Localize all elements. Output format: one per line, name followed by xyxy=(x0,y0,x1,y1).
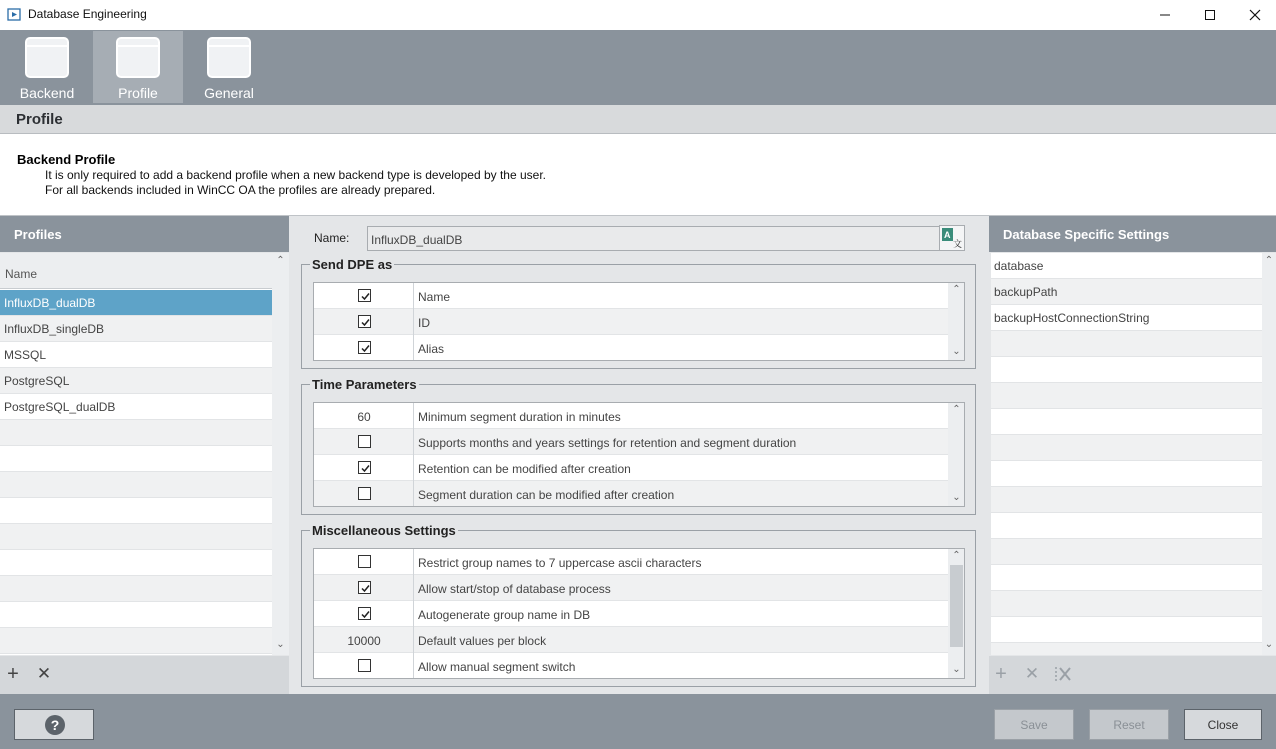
empty-row xyxy=(991,409,1262,435)
alias-checkbox[interactable] xyxy=(358,341,371,354)
empty-row xyxy=(0,576,272,602)
empty-row xyxy=(0,550,272,576)
db-settings-scrollbar[interactable] xyxy=(1262,253,1276,655)
send-dpe-group xyxy=(301,257,976,369)
db-settings-header xyxy=(989,216,1276,252)
table-row[interactable] xyxy=(314,283,949,309)
row-label: Autogenerate group name in DB xyxy=(418,608,591,622)
table-row[interactable] xyxy=(314,575,949,601)
profile-row[interactable] xyxy=(0,316,272,342)
delete-setting-icon[interactable]: ✕ xyxy=(1024,664,1040,683)
misc-settings-table xyxy=(313,548,965,679)
supports-months-checkbox[interactable] xyxy=(358,435,371,448)
info-title: Backend Profile xyxy=(17,152,116,167)
delete-profile-icon[interactable]: ✕ xyxy=(36,664,52,683)
row-label: Retention can be modified after creation xyxy=(418,462,631,476)
maximize-icon[interactable] xyxy=(1187,0,1233,30)
id-checkbox[interactable] xyxy=(358,315,371,328)
table-row[interactable] xyxy=(314,653,949,679)
profile-details-panel xyxy=(289,216,989,694)
allow-start-stop-checkbox[interactable] xyxy=(358,581,371,594)
empty-row xyxy=(991,487,1262,513)
setting-name: backupPath xyxy=(994,285,1058,299)
profile-name: PostgreSQL xyxy=(4,374,70,388)
row-label: Restrict group names to 7 uppercase ascii characters xyxy=(418,556,702,570)
empty-row xyxy=(991,357,1262,383)
setting-name: database xyxy=(994,259,1044,273)
row-label: Allow manual segment switch xyxy=(418,660,576,674)
svg-text:文: 文 xyxy=(953,239,963,249)
send-dpe-scrollbar[interactable] xyxy=(948,283,965,361)
tab-profile-label: Profile xyxy=(118,85,158,101)
empty-row xyxy=(991,539,1262,565)
db-settings-table xyxy=(991,253,1262,655)
profile-name: InfluxDB_singleDB xyxy=(4,322,105,336)
window-titlebar xyxy=(0,0,1276,30)
time-parameters-scrollbar[interactable] xyxy=(948,403,965,507)
table-row[interactable] xyxy=(314,601,949,627)
bottom-bar xyxy=(0,694,1276,749)
scroll-down-icon[interactable]: ⌄ xyxy=(952,346,961,357)
table-row[interactable] xyxy=(314,549,949,575)
scroll-up-icon[interactable]: ⌃ xyxy=(952,404,961,415)
translate-icon[interactable] xyxy=(939,225,965,251)
scroll-down-icon[interactable]: ⌄ xyxy=(1264,639,1274,650)
tab-backend[interactable] xyxy=(2,31,92,103)
empty-row xyxy=(991,617,1262,643)
default-values-per-block-value[interactable]: 10000 xyxy=(347,634,381,648)
setting-row[interactable] xyxy=(991,279,1262,305)
misc-settings-title: Miscellaneous Settings xyxy=(312,523,456,538)
profile-row[interactable] xyxy=(0,342,272,368)
db-settings-footer xyxy=(989,656,1276,694)
table-row[interactable] xyxy=(314,403,949,429)
page-header xyxy=(0,105,1276,134)
close-button[interactable] xyxy=(1184,709,1262,740)
scroll-down-icon[interactable]: ⌄ xyxy=(952,492,961,503)
close-icon[interactable] xyxy=(1232,0,1276,30)
save-button[interactable] xyxy=(994,709,1074,740)
time-parameters-table xyxy=(313,402,965,507)
db-settings-title: Database Specific Settings xyxy=(1003,227,1170,242)
window-title: Database Engineering xyxy=(28,7,147,21)
empty-row xyxy=(991,331,1262,357)
empty-row xyxy=(0,472,272,498)
profile-name-value: InfluxDB_dualDB xyxy=(371,233,463,247)
empty-row xyxy=(991,513,1262,539)
empty-row xyxy=(0,524,272,550)
scroll-up-icon[interactable]: ⌃ xyxy=(952,550,961,561)
page-title: Profile xyxy=(16,111,63,128)
window-icon xyxy=(25,37,69,78)
add-profile-icon[interactable]: + xyxy=(7,663,19,685)
save-label: Save xyxy=(1020,718,1048,732)
profiles-header xyxy=(0,216,289,252)
manual-segment-switch-checkbox[interactable] xyxy=(358,659,371,672)
time-parameters-group xyxy=(301,377,976,515)
empty-row xyxy=(0,602,272,628)
profile-name: InfluxDB_dualDB xyxy=(4,296,96,310)
setting-row[interactable] xyxy=(991,253,1262,279)
empty-row xyxy=(991,643,1262,655)
scroll-thumb[interactable] xyxy=(950,565,963,647)
table-row[interactable] xyxy=(314,481,949,507)
send-dpe-title: Send DPE as xyxy=(312,257,393,272)
empty-row xyxy=(991,591,1262,617)
table-row[interactable] xyxy=(314,455,949,481)
retention-modifiable-checkbox[interactable] xyxy=(358,461,371,474)
profiles-column-header[interactable] xyxy=(0,253,272,289)
table-row[interactable] xyxy=(314,429,949,455)
window-icon xyxy=(207,37,251,78)
info-line-2: For all backends included in WinCC OA the profiles are already prepared. xyxy=(45,183,436,197)
setting-name: backupHostConnectionString xyxy=(994,311,1150,325)
autogenerate-group-checkbox[interactable] xyxy=(358,607,371,620)
clear-settings-icon[interactable] xyxy=(1053,664,1073,684)
add-setting-icon[interactable]: + xyxy=(995,663,1007,685)
empty-row xyxy=(0,498,272,524)
column-name-label: Name xyxy=(5,267,38,281)
row-label: Allow start/stop of database process xyxy=(418,582,611,596)
profile-name: PostgreSQL_dualDB xyxy=(4,400,116,414)
table-row[interactable] xyxy=(314,309,949,335)
empty-row xyxy=(0,628,272,654)
app-icon xyxy=(7,7,22,22)
empty-row xyxy=(991,461,1262,487)
tab-general[interactable] xyxy=(184,31,274,103)
misc-settings-group xyxy=(301,523,976,687)
info-block xyxy=(0,134,1276,216)
row-label: Name xyxy=(418,290,451,304)
help-icon xyxy=(44,714,66,736)
row-label: Default values per block xyxy=(418,634,547,648)
tab-general-label: General xyxy=(204,85,254,101)
empty-row xyxy=(991,565,1262,591)
profiles-title: Profiles xyxy=(14,227,62,242)
row-label: Minimum segment duration in minutes xyxy=(418,410,621,424)
minimize-icon[interactable] xyxy=(1142,0,1188,30)
profile-row[interactable] xyxy=(0,368,272,394)
segment-modifiable-checkbox[interactable] xyxy=(358,487,371,500)
name-label: Name: xyxy=(314,231,350,245)
scroll-down-icon[interactable]: ⌄ xyxy=(276,639,285,650)
profile-row[interactable] xyxy=(0,290,272,316)
profiles-scrollbar[interactable] xyxy=(272,253,289,655)
scroll-up-icon[interactable]: ⌃ xyxy=(952,284,961,295)
svg-text:A: A xyxy=(944,230,951,240)
scroll-up-icon[interactable]: ⌃ xyxy=(276,255,285,266)
profiles-table xyxy=(0,253,272,655)
scroll-up-icon[interactable]: ⌃ xyxy=(1264,255,1274,266)
misc-settings-scrollbar[interactable] xyxy=(948,549,965,679)
row-label: Supports months and years settings for retention and segment duration xyxy=(418,436,797,450)
row-label: Segment duration can be modified after creation xyxy=(418,488,675,502)
row-label: Alias xyxy=(418,342,445,356)
min-segment-value[interactable]: 60 xyxy=(357,410,371,424)
reset-button[interactable] xyxy=(1089,709,1169,740)
row-label: ID xyxy=(418,316,430,330)
main-toolbar xyxy=(0,30,1276,105)
empty-row xyxy=(0,420,272,446)
send-dpe-table xyxy=(313,282,965,361)
profiles-panel xyxy=(0,216,289,694)
reset-label: Reset xyxy=(1113,718,1145,732)
name-checkbox[interactable] xyxy=(358,289,371,302)
empty-row xyxy=(0,446,272,472)
profiles-footer xyxy=(0,656,289,694)
info-line-1: It is only required to add a backend profile when a new backend type is developed by the user. xyxy=(45,168,546,182)
empty-row xyxy=(991,383,1262,409)
restrict-group-names-checkbox[interactable] xyxy=(358,555,371,568)
profile-name: MSSQL xyxy=(4,348,47,362)
time-parameters-title: Time Parameters xyxy=(312,377,417,392)
close-label: Close xyxy=(1207,718,1239,732)
scroll-down-icon[interactable]: ⌄ xyxy=(952,664,961,675)
db-settings-panel xyxy=(989,216,1276,694)
table-row[interactable] xyxy=(314,335,949,361)
setting-row[interactable] xyxy=(991,305,1262,331)
profile-row[interactable] xyxy=(0,394,272,420)
window-icon xyxy=(116,37,160,78)
tab-backend-label: Backend xyxy=(19,85,75,101)
table-row[interactable] xyxy=(314,627,949,653)
svg-text:?: ? xyxy=(50,717,60,733)
empty-row xyxy=(991,435,1262,461)
tab-profile[interactable] xyxy=(93,31,183,103)
profile-name-field[interactable] xyxy=(367,226,940,251)
help-button[interactable] xyxy=(14,709,94,740)
